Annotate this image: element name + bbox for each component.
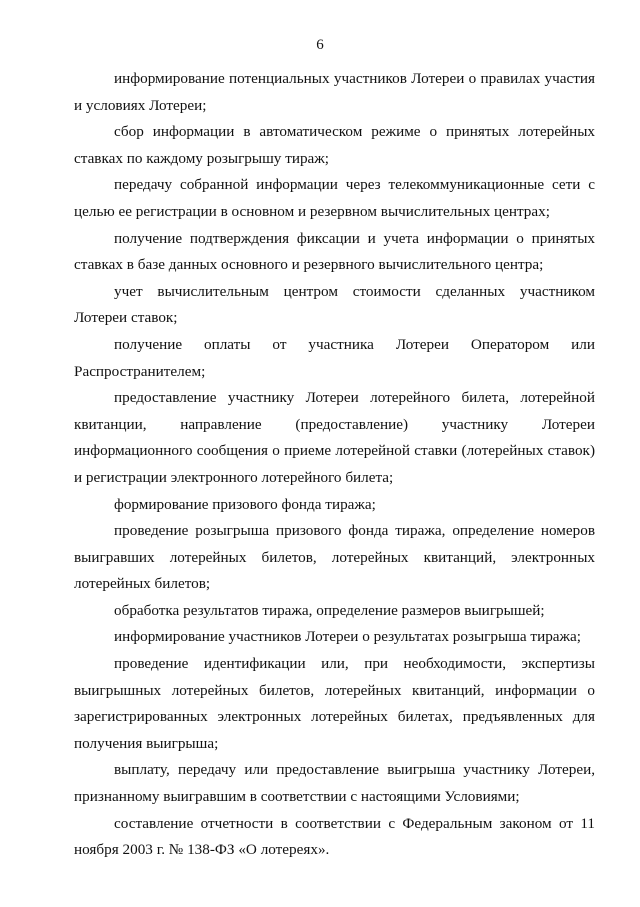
paragraph: выплату, передачу или предоставление выигрыша участнику Лотереи, признанному выигравшим в соответствии с настоящими Условиями; xyxy=(74,761,595,806)
document-body xyxy=(74,66,595,864)
paragraph: информирование участников Лотереи о результатах розыгрыша тиража; xyxy=(114,628,581,646)
paragraph: проведение розыгрыша призового фонда тиража, определение номеров выигравших лотерейных билетов, лотерейных квитанций, электронных лотерейных билетов; xyxy=(74,522,595,593)
paragraph: сбор информации в автоматическом режиме о принятых лотерейных ставках по каждому розыгрышу тираж; xyxy=(74,123,595,167)
paragraph: составление отчетности в соответствии с Федеральным законом от 11 ноября 2003 г. № 138-ФЗ «О лотереях». xyxy=(74,814,595,859)
paragraph: учет вычислительным центром стоимости сделанных участником Лотереи ставок; xyxy=(74,282,595,327)
paragraph: получение подтверждения фиксации и учета информации о принятых ставках в базе данных основного и резервного вычислительного центра; xyxy=(74,229,595,274)
paragraph: информирование потенциальных участников Лотереи о правилах участия и условиях Лотереи; xyxy=(74,70,595,114)
paragraph: получение оплаты от участника Лотереи Оператором или Распространителем; xyxy=(74,335,595,380)
page-number: 6 xyxy=(316,37,324,53)
paragraph: предоставление участнику Лотереи лотерейного билета, лотерейной квитанции, направление (предоставление) участнику Лотереи информационного сообщения о приеме лотерейной ставки (лотерейных ставок) и регистрации электронного лотерейного билета; xyxy=(74,389,595,486)
paragraph: формирование призового фонда тиража; xyxy=(114,495,376,513)
paragraph: обработка результатов тиража, определение размеров выигрышей; xyxy=(114,601,545,619)
paragraph: проведение идентификации или, при необходимости, экспертизы выигрышных лотерейных билетов, лотерейных квитанций, информации о зарегистрированных электронных лотерейных билетах, предъявленных для получения выигрыша; xyxy=(74,655,595,752)
paragraph: передачу собранной информации через телекоммуникационные сети с целью ее регистрации в основном и резервном вычислительных центрах; xyxy=(74,176,595,220)
